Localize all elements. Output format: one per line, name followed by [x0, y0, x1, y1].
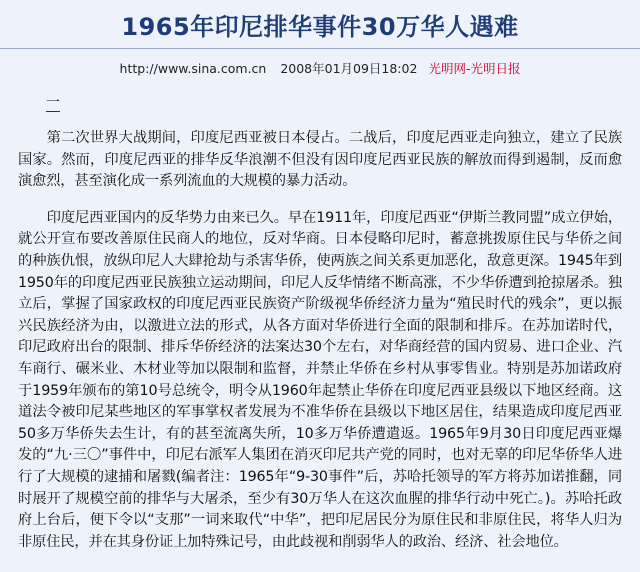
title-divider — [0, 48, 640, 49]
source-url: http://www.sina.com.cn — [119, 61, 267, 76]
article-meta — [0, 60, 640, 78]
article-body — [0, 128, 640, 553]
paragraph: 第二次世界大战期间，印度尼西亚被日本侵占。二战后，印度尼西亚走向独立，建立了民族国家。然而，印度尼西亚的排华反华浪潮不但没有因印度尼西亚民族的解放而得到遏制，反而愈演愈烈，甚至演化成一系列流血的大规模的暴力活动。 — [18, 130, 622, 190]
article-title: 1965年印尼排华事件30万华人遇难 — [121, 13, 519, 41]
publish-datetime: 2008年01月09日18:02 — [280, 61, 418, 76]
paragraph: 印度尼西亚国内的反华势力由来已久。早在1911年，印度尼西亚“伊斯兰教同盟”成立伊始，就公开宣布要改善原住民商人的地位，反对华商。日本侵略印尼时，蓄意挑拨原住民与华侨之间的种族仇恨，放纵印尼人大肆抢劫与杀害华侨，使两族之间关系更加恶化，敌意更深。1945年到1950年的印度尼西亚民族独立运动期间，印尼人反华情绪不断高涨，不少华侨遭到抢掠屠杀。独立后，掌握了国家政权的印度尼西亚民族资产阶级视华侨经济力量为“殖民时代的残余”，更以振兴民族经济为由，以激进立法的形式，从各方面对华侨进行全面的限制和排斥。在苏加诺时代，印尼政府出台的限制、排斥华侨经济的法案达30个左右，对华商经营的国内贸易、进口企业、汽车商行、碾米业、木材业等加以限制和监督，并禁止华侨在乡村从事零售业。特别是苏加诺政府于1959年颁布的第10号总统令，明令从1960年起禁止华侨在印度尼西亚县级以下地区经商。这道法令被印尼某些地区的军事掌权者发展为不准华侨在县级以下地区居住，结果造成印度尼西亚50多万华侨失去生计，有的甚至流离失所，10多万华侨遭遣返。1965年9月30日印度尼西亚爆发的“九·三〇”事件中，印尼右派军人集团在消灭印尼共产党的同时，也对无辜的印尼华侨华人进行了大规模的逮捕和屠戮(编者注：1965年“9-30事件”后，苏哈托领导的军方将苏加诺推翻，同时展开了规模空前的排华与大屠杀，至少有30万华人在这次血腥的排华行动中死亡。)。苏哈托政府上台后，便下令以“支那”一词来取代“中华”，把印尼居民分为原住民和非原住民，将华人归为非原住民，并在其身份证上加特殊记号，由此歧视和削弱华人的政治、经济、社会地位。 — [18, 209, 622, 550]
source-link[interactable]: 光明网-光明日报 — [428, 61, 521, 76]
section-marker: 一 — [46, 95, 60, 111]
